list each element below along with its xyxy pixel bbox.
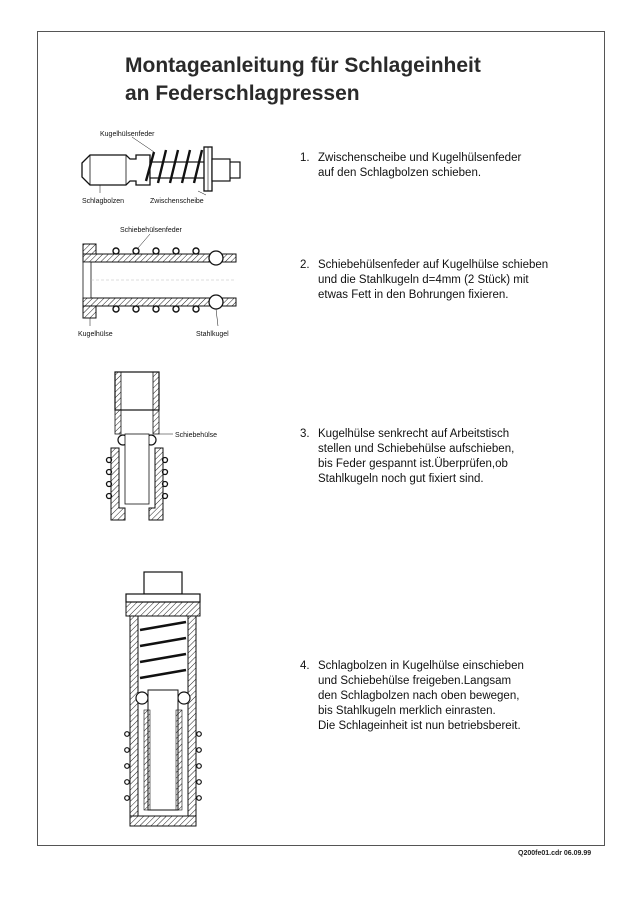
step-text-line: Kugelhülse senkrecht auf Arbeitstisch [318, 428, 510, 440]
fig1-label-zwischenscheibe: Zwischenscheibe [150, 198, 204, 205]
step-number: 3. [300, 428, 310, 440]
step-number: 2. [300, 259, 310, 271]
fig1-label-kugelhuelsenfeder: Kugelhülsenfeder [100, 131, 155, 138]
step-number: 1. [300, 152, 310, 164]
step-text-line: bis Feder gespannt ist.Überprüfen,ob [318, 458, 508, 470]
fig3-label-schiebehuelse: Schiebehülse [175, 432, 218, 439]
fig2-label-schiebehuelsenfeder: Schiebehülsenfeder [120, 227, 182, 234]
fig2-label-kugelhuelse: Kugelhülse [78, 331, 113, 338]
step-text-line: auf den Schlagbolzen schieben. [318, 167, 482, 179]
step-text-line: und die Stahlkugeln d=4mm (2 Stück) mit [318, 274, 529, 286]
step-4 [300, 659, 580, 734]
title-line-2: an Federschlagpressen [125, 82, 360, 105]
fig2-label-stahlkugel: Stahlkugel [196, 331, 229, 338]
step-1 [300, 151, 580, 181]
document-footer-id: Q200fe01.cdr 06.09.99 [518, 850, 592, 857]
step-2 [300, 258, 580, 303]
step-text-line: Schiebehülsenfeder auf Kugelhülse schieben [318, 259, 549, 271]
step-text-line: Zwischenscheibe und Kugelhülsenfeder [318, 152, 522, 164]
figure-2-kugelhuelse [78, 222, 248, 342]
step-text-line: Die Schlageinheit ist nun betriebsbereit. [318, 720, 521, 732]
figure-4-schlageinheit [118, 570, 208, 840]
step-text-line: etwas Fett in den Bohrungen fixieren. [318, 289, 509, 301]
step-text-line: Stahlkugeln noch gut fixiert sind. [318, 473, 484, 485]
step-text-line: stellen und Schiebehülse aufschieben, [318, 443, 515, 455]
step-text-line: den Schlagbolzen nach oben bewegen, [318, 690, 520, 702]
title-line-1: Montageanleitung für Schlageinheit [125, 54, 481, 77]
figure-1-schlagbolzen [70, 125, 250, 215]
step-text-line: und Schiebehülse freigeben.Langsam [318, 675, 512, 687]
step-text-line: bis Stahlkugeln merklich einrasten. [318, 705, 496, 717]
step-3 [300, 427, 580, 487]
figure-3-schiebehuelse [105, 368, 265, 528]
page-title [125, 52, 481, 108]
fig1-label-schlagbolzen: Schlagbolzen [82, 198, 125, 205]
step-text-line: Schlagbolzen in Kugelhülse einschieben [318, 660, 524, 672]
step-number: 4. [300, 660, 310, 672]
